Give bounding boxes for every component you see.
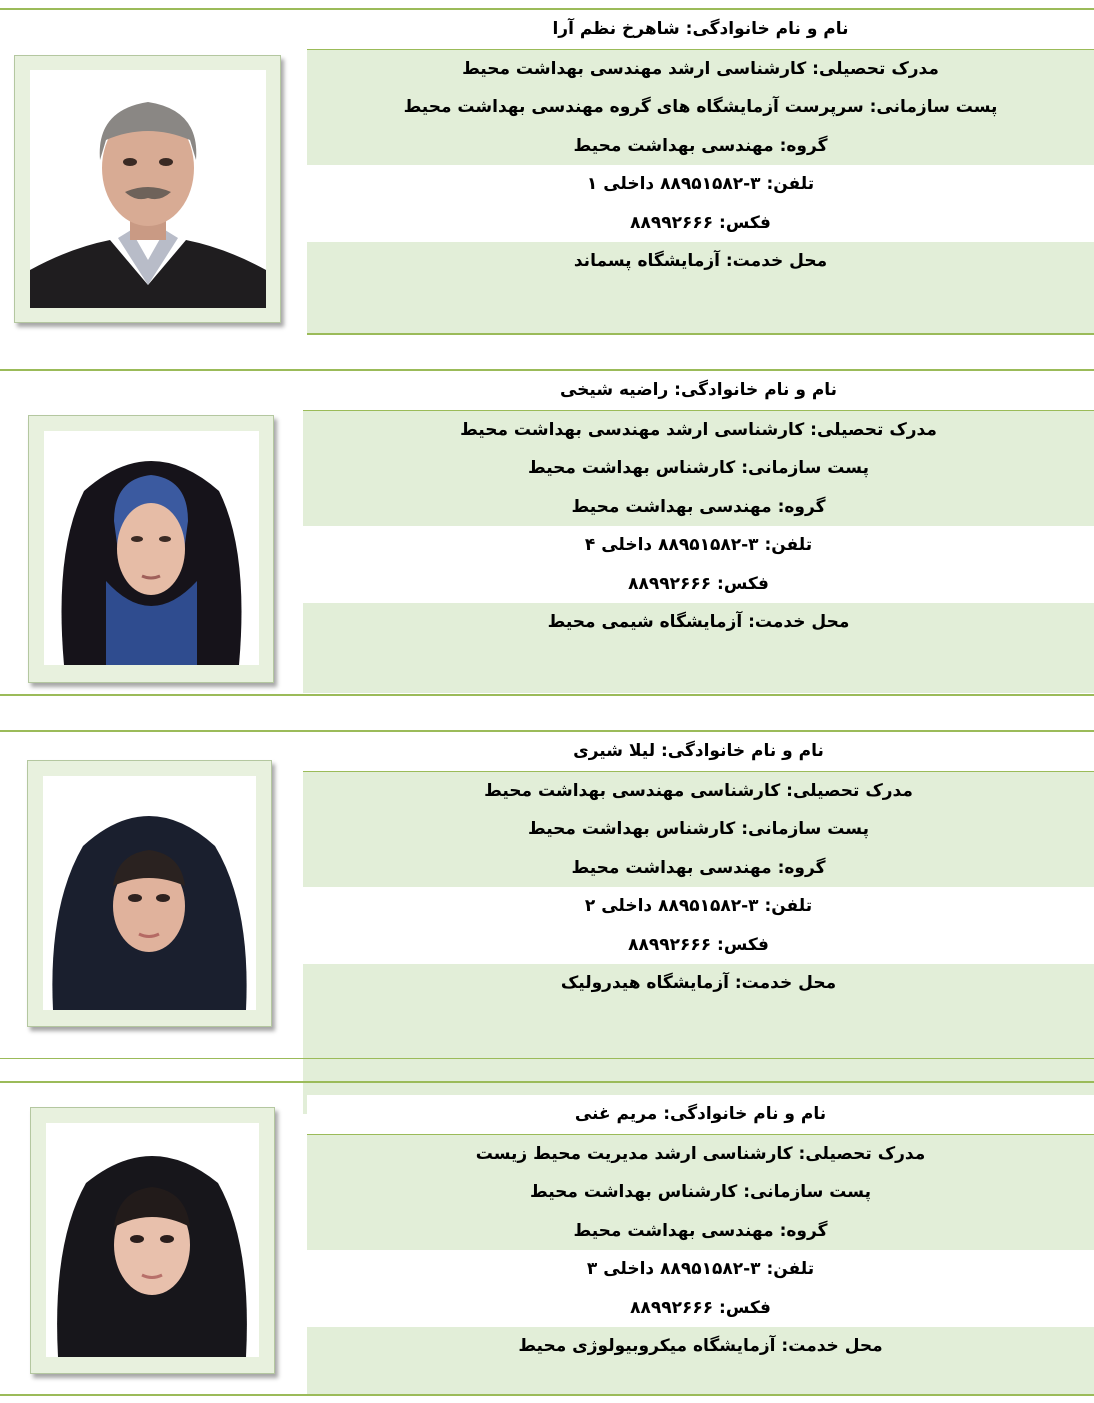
staff-group: گروه: مهندسی بهداشت محیط [303,849,1094,888]
staff-position: پست سازمانی: کارشناس بهداشت محیط [303,810,1094,849]
name-separator [303,771,1094,772]
staff-degree: مدرک تحصیلی: کارشناسی ارشد مهندسی بهداشت محیط [307,50,1094,89]
staff-group: گروه: مهندسی بهداشت محیط [307,127,1094,166]
staff-photo [44,431,259,665]
staff-phone: تلفن: ۳-۸۸۹۵۱۵۸۲ داخلی ۴ [303,526,1094,565]
staff-info [307,1095,1094,1394]
staff-phone: تلفن: ۳-۸۸۹۵۱۵۸۲ داخلی ۱ [307,165,1094,204]
staff-group: گروه: مهندسی بهداشت محیط [303,488,1094,527]
staff-position: پست سازمانی: کارشناس بهداشت محیط [307,1173,1094,1212]
staff-photo [30,70,266,308]
card-bottom-border [0,1081,1094,1083]
band-fill [307,1366,1094,1394]
staff-location: محل خدمت: آزمایشگاه میکروبیولوژی محیط [307,1327,1094,1366]
staff-group: گروه: مهندسی بهداشت محیط [307,1212,1094,1251]
staff-degree: مدرک تحصیلی: کارشناسی ارشد مهندسی بهداشت محیط [303,411,1094,450]
photo-frame [27,760,272,1027]
staff-name: نام و نام خانوادگی: مریم غنی [307,1095,1094,1134]
staff-degree: مدرک تحصیلی: کارشناسی مهندسی بهداشت محیط [303,772,1094,811]
staff-location: محل خدمت: آزمایشگاه شیمی محیط [303,603,1094,642]
name-separator [307,49,1094,50]
staff-name: نام و نام خانوادگی: راضیه شیخی [303,371,1094,410]
staff-name: نام و نام خانوادگی: لیلا شیری [303,732,1094,771]
card-bottom-border [0,1394,1094,1396]
card-bottom-border [0,694,1094,696]
portrait-woman-dark-scarf-image [43,776,256,1010]
staff-fax: فکس: ۸۸۹۹۲۶۶۶ [307,204,1094,243]
staff-position: پست سازمانی: کارشناس بهداشت محیط [303,449,1094,488]
name-separator [307,1134,1094,1135]
portrait-man-image [30,70,266,308]
staff-phone: تلفن: ۳-۸۸۹۵۱۵۸۲ داخلی ۳ [307,1250,1094,1289]
staff-fax: فکس: ۸۸۹۹۲۶۶۶ [307,1289,1094,1328]
card-bottom-border [0,1058,1094,1059]
staff-info [307,10,1094,333]
staff-photo [43,776,256,1010]
staff-info [303,732,1094,1114]
card-bottom-border [307,333,1094,335]
staff-location: محل خدمت: آزمایشگاه هیدرولیک [303,964,1094,1003]
band-fill [307,281,1094,333]
staff-fax: فکس: ۸۸۹۹۲۶۶۶ [303,926,1094,965]
staff-photo [46,1123,259,1357]
staff-degree: مدرک تحصیلی: کارشناسی ارشد مدیریت محیط زیست [307,1135,1094,1174]
staff-phone: تلفن: ۳-۸۸۹۵۱۵۸۲ داخلی ۲ [303,887,1094,926]
portrait-woman-blue-scarf-image [44,431,259,665]
photo-frame [28,415,274,683]
photo-frame [14,55,281,323]
staff-name: نام و نام خانوادگی: شاهرخ نظم آرا [307,10,1094,49]
staff-fax: فکس: ۸۸۹۹۲۶۶۶ [303,565,1094,604]
staff-position: پست سازمانی: سرپرست آزمایشگاه های گروه مهندسی بهداشت محیط [307,88,1094,127]
name-separator [303,410,1094,411]
photo-frame [30,1107,275,1374]
staff-location: محل خدمت: آزمایشگاه پسماند [307,242,1094,281]
band-fill [303,642,1094,693]
staff-info [303,371,1094,693]
portrait-woman-black-scarf-image [46,1123,259,1357]
